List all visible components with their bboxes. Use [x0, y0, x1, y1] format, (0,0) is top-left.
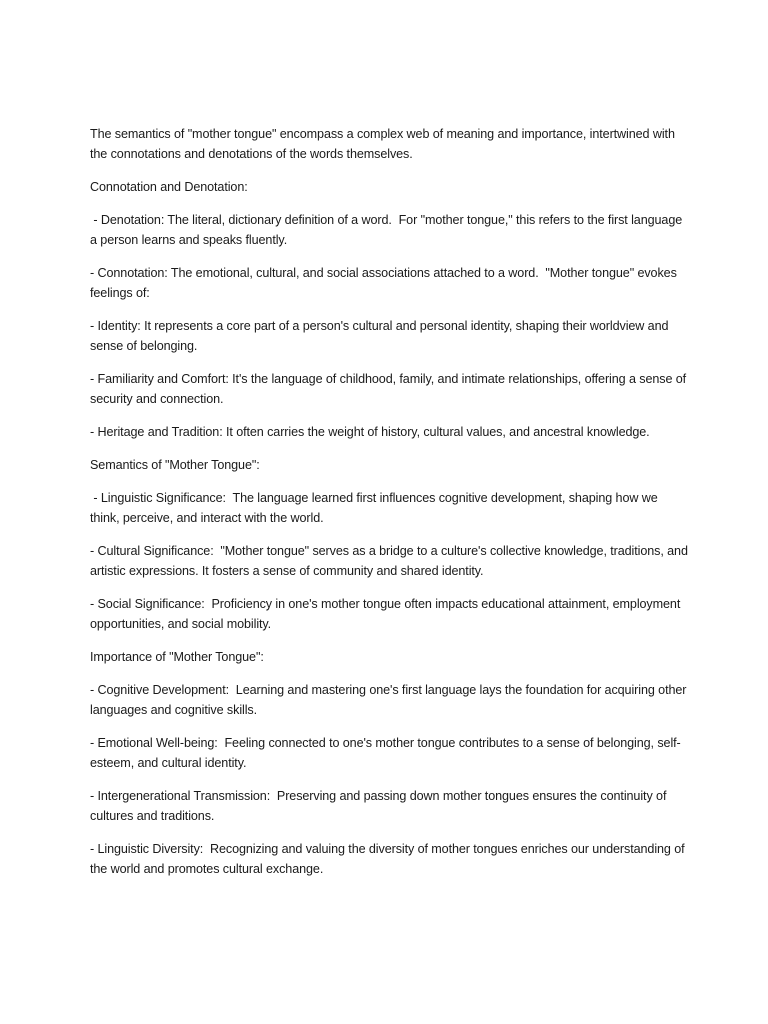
list-item-intergenerational-transmission: - Intergenerational Transmission: Preserving and passing down mother tongues ensures the continuity of cultures and traditions. — [90, 789, 670, 823]
list-item-cultural-significance: - Cultural Significance: "Mother tongue" serves as a bridge to a culture's collective knowledge, traditions, and artistic expressions. It fosters a sense of community and shared identity. — [90, 544, 692, 578]
document-body — [90, 124, 690, 892]
list-item-denotation: - Denotation: The literal, dictionary definition of a word. For "mother tongue," this refers to the first language a person learns and speaks fluently. — [90, 213, 686, 247]
list-item-identity: - Identity: It represents a core part of a person's cultural and personal identity, shaping their worldview and sense of belonging. — [90, 319, 672, 353]
section-heading-semantics: Semantics of "Mother Tongue": — [90, 458, 260, 472]
list-item-social-significance: - Social Significance: Proficiency in one's mother tongue often impacts educational attainment, employment opportunities, and social mobility. — [90, 597, 684, 631]
intro-paragraph: The semantics of "mother tongue" encompass a complex web of meaning and importance, intertwined with the connotations and denotations of the words themselves. — [90, 127, 679, 161]
list-item-cognitive-development: - Cognitive Development: Learning and mastering one's first language lays the foundation for acquiring other languages and cognitive skills. — [90, 683, 690, 717]
list-item-familiarity-comfort: - Familiarity and Comfort: It's the language of childhood, family, and intimate relationships, offering a sense of security and connection. — [90, 372, 690, 406]
list-item-connotation: - Connotation: The emotional, cultural, and social associations attached to a word. "Mother tongue" evokes feelings of: — [90, 266, 681, 300]
section-heading-connotation-denotation: Connotation and Denotation: — [90, 180, 248, 194]
list-item-linguistic-significance: - Linguistic Significance: The language learned first influences cognitive development, shaping how we think, perceive, and interact with the world. — [90, 491, 662, 525]
list-item-emotional-well-being: - Emotional Well-being: Feeling connected to one's mother tongue contributes to a sense of belonging, self-esteem, and cultural identity. — [90, 736, 681, 770]
list-item-linguistic-diversity: - Linguistic Diversity: Recognizing and valuing the diversity of mother tongues enriches our understanding of the world and promotes cultural exchange. — [90, 842, 688, 876]
list-item-heritage-tradition: - Heritage and Tradition: It often carries the weight of history, cultural values, and ancestral knowledge. — [90, 425, 650, 439]
section-heading-importance: Importance of "Mother Tongue": — [90, 650, 264, 664]
